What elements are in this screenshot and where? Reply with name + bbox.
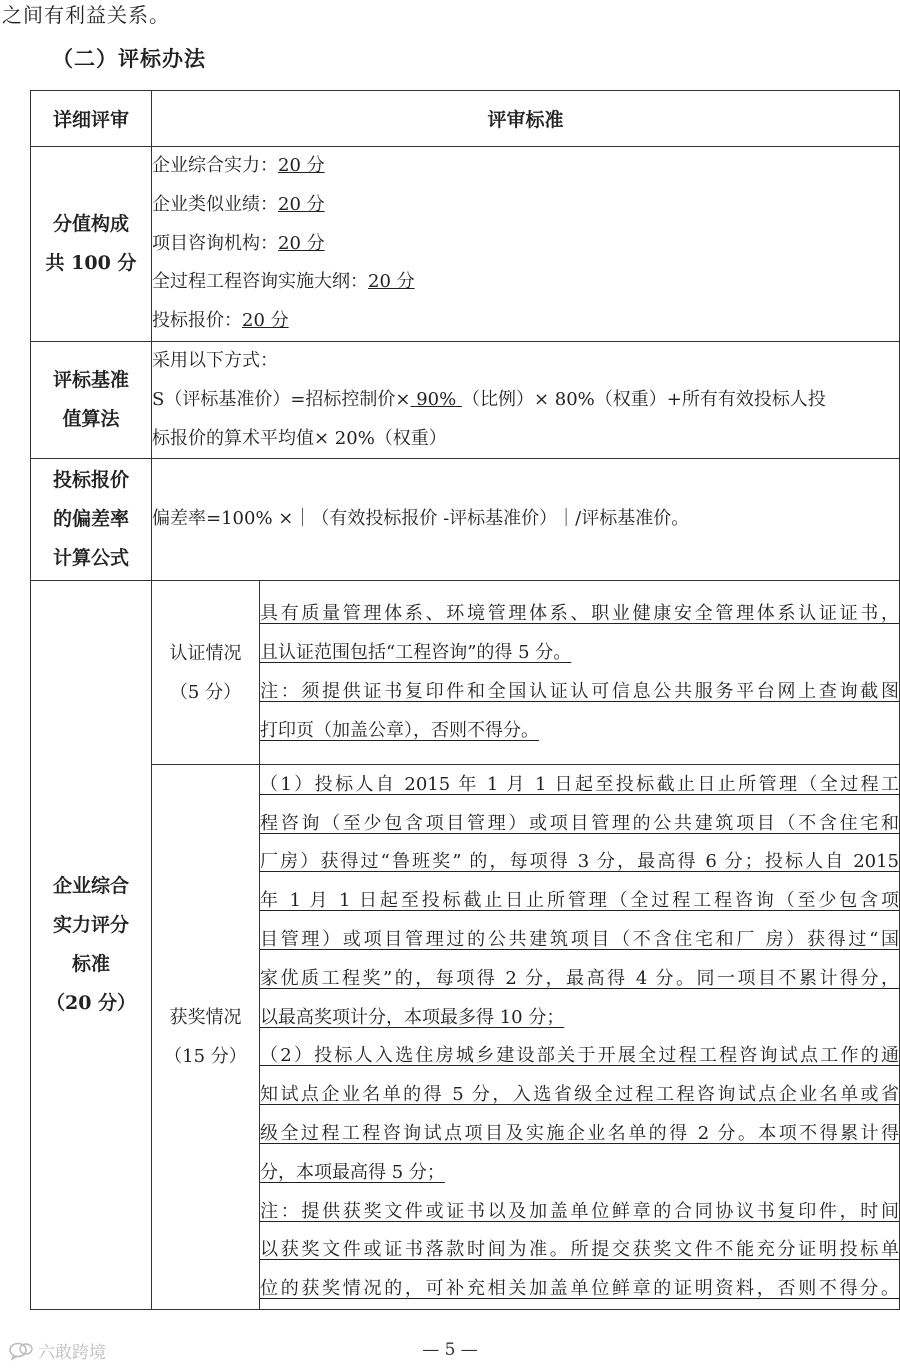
certification-points: （5 分） [169,681,242,703]
benchmark-line-3: 标报价的算术平均值× 20%（权重） [152,427,447,449]
score-item-value: 20 分 [242,310,289,332]
enterprise-strength-label [31,581,152,1310]
detail-line: 具有质量管理体系、环境管理体系、职业健康安全管理体系认证证书， [260,603,900,625]
detail-line: 年 1 月 1 日起至投标截止日止所管理（全过程工程咨询（至少包含项 [260,890,900,912]
detail-line: （2）投标人入选住房城乡建设部关于开展全过程工程咨询试点工作的通 [260,1045,900,1067]
score-item-label: 项目咨询机构： [152,232,278,254]
benchmark-line-2-suffix: （比例）× 80%（权重）+所有有效投标人投 [461,388,826,410]
section-heading: （二）评标办法 [52,46,206,71]
watermark-text: 六敢跨境 [38,1343,106,1363]
label-line: 实力评分 [52,914,129,937]
label-line: （20 分） [45,992,137,1015]
benchmark-line-2 [152,381,899,420]
label-line: 分值构成 [52,213,129,235]
score-item [152,186,899,225]
label-line: 的偏差率 [52,508,129,531]
score-item [152,147,899,186]
detail-line: 位的获奖情况的，可补充相关加盖单位鲜章的证明资料，否则不得分。 [260,1278,900,1300]
awards-points: （15 分） [164,1046,247,1068]
detail-line: 且认证范围包括“工程咨询”的得 5 分。 [260,642,572,664]
benchmark-line-2-prefix: S（评标基准价）=招标控制价× [152,388,411,410]
awards-detail [260,765,900,1310]
detail-line: 厂房）获得过“鲁班奖” 的，每项得 3 分，最高得 6 分；投标人自 2015 [260,851,900,873]
detail-line: （1）投标人自 2015 年 1 月 1 日起至投标截止日止所管理（全过程工 [260,773,900,795]
label-line: 共 100 分 [45,252,137,274]
certification-detail [260,581,900,765]
awards-label: 获奖情况 [169,1007,242,1029]
benchmark-ratio: 90% [410,388,462,410]
detail-line: 注：须提供证书复印件和全国认证认可信息公共服务平台网上查询截图 [260,680,900,702]
table-header-row [31,91,900,147]
benchmark-formula [152,342,900,459]
label-line: 评标基准 [52,369,129,392]
score-item-value: 20 分 [278,232,325,254]
deviation-formula-text: 偏差率=100% ×｜（有效投标报价 -评标基准价）｜/评标基准价。 [152,508,690,530]
benchmark-row [31,342,900,459]
score-composition-items [152,147,900,342]
intro-tail-text: 之间有利益关系。 [2,3,170,27]
score-composition-label [31,147,152,342]
detail-line: 注：提供获奖文件或证书以及加盖单位鲜章的合同协议书复印件，时间 [260,1200,900,1222]
detail-line: 家优质工程奖”的，每项得 2 分，最高得 4 分。同一项目不累计得分， [260,967,900,989]
header-detailed-review: 详细评审 [31,91,152,147]
detail-line: 程咨询（至少包含项目管理）或项目管理的公共建筑项目（不含住宅和 [260,812,900,834]
score-composition-row [31,147,900,342]
score-item [152,225,899,264]
detail-line: 打印页（加盖公章），否则不得分。 [260,719,539,741]
score-item-label: 企业综合实力： [152,155,278,176]
score-item-label: 企业类似业绩： [152,193,278,215]
label-line: 计算公式 [52,547,129,570]
detail-line: 分，本项最高得 5 分； [260,1161,445,1183]
deviation-row [31,459,900,581]
score-item-value: 20 分 [368,271,415,293]
header-review-standard: 评审标准 [152,91,900,147]
certification-row [31,581,900,765]
label-line: 投标报价 [52,469,129,492]
page-number: — 5 — [422,1340,478,1360]
label-line: 值算法 [62,408,120,431]
certification-label: 认证情况 [169,642,242,664]
score-item-value: 20 分 [278,155,325,176]
score-item-value: 20 分 [278,193,325,215]
benchmark-label [31,342,152,459]
detail-line: 知试点企业名单的得 5 分，入选省级全过程工程咨询试点企业名单或省 [260,1084,900,1106]
detail-line: 以获奖文件或证书落款时间为准。所提交获奖文件不能充分证明投标单 [260,1239,900,1261]
detail-line: 级全过程工程咨询试点项目及实施企业名单的得 2 分。本项不得累计得 [260,1122,900,1144]
awards-row [31,765,900,1310]
deviation-formula [152,459,900,581]
evaluation-criteria-table [30,90,900,1310]
score-item-label: 投标报价： [152,310,242,332]
awards-label-cell [152,765,260,1310]
label-line: 标准 [71,953,110,976]
detail-line: 以最高奖项计分，本项最多得 10 分； [260,1006,565,1028]
benchmark-line-1: 采用以下方式： [152,350,278,371]
label-line: 企业综合 [52,875,129,898]
certification-label-cell [152,581,260,765]
deviation-label [31,459,152,581]
detail-line: 目管理）或项目管理过的公共建筑项目（不含住宅和厂 房）获得过“国 [260,929,900,950]
score-item [152,263,899,302]
score-item-label: 全过程工程咨询实施大纲： [152,271,368,293]
score-item [152,302,899,341]
